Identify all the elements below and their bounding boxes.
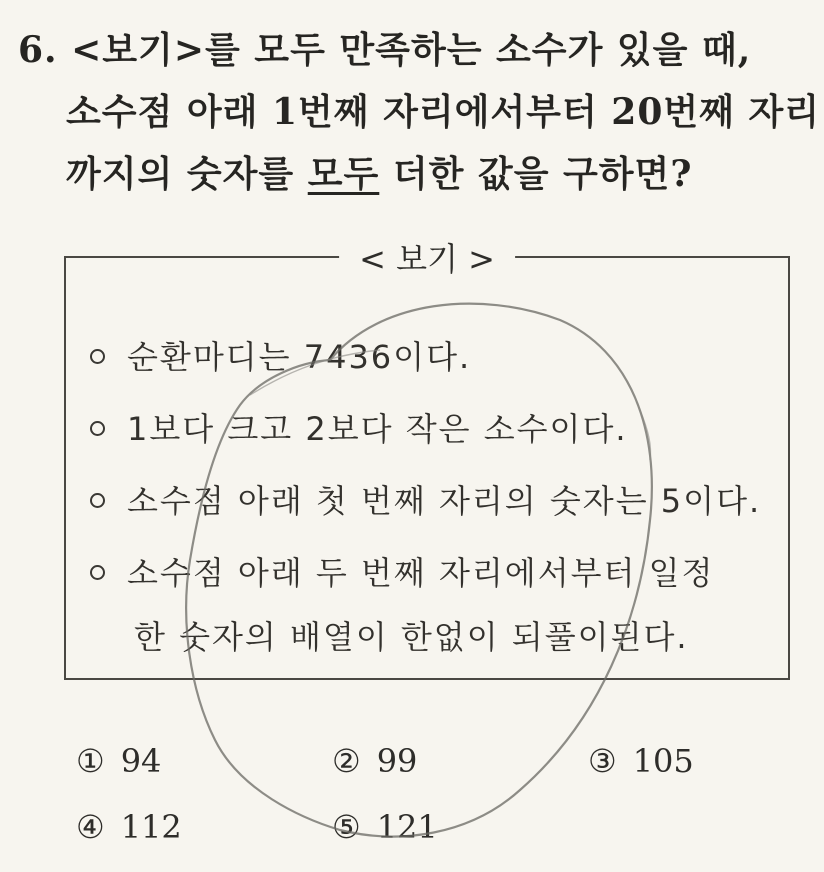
choice-2[interactable]	[332, 742, 417, 780]
question-line-3-pre: 까지의 숫자를	[66, 153, 308, 195]
question-line-3	[66, 146, 692, 197]
choice-4-value: 112	[120, 808, 182, 846]
question-line-1: 6. <보기>를 모두 만족하는 소수가 있을 때,	[18, 29, 752, 71]
bullet-circle-icon	[90, 421, 105, 436]
choice-2-number: ②	[332, 742, 361, 780]
choice-1[interactable]	[76, 742, 161, 780]
choice-4-number: ④	[76, 808, 105, 846]
box-title: < 보기 >	[339, 234, 515, 280]
condition-4-continued: 한 숫자의 배열이 한없이 되풀이된다.	[134, 618, 689, 656]
choice-5-value: 121	[376, 808, 438, 846]
choice-4[interactable]	[76, 808, 182, 846]
condition-4-text: 소수점 아래 두 번째 자리에서부터 일정	[127, 554, 715, 592]
choice-3-value: 105	[632, 742, 694, 780]
question-line-2: 소수점 아래 1번째 자리에서부터 20번째 자리	[66, 91, 821, 133]
conditions-box	[64, 240, 790, 680]
bullet-circle-icon	[90, 493, 105, 508]
condition-1-text: 순환마디는 7436이다.	[127, 338, 472, 376]
choice-3[interactable]	[588, 742, 694, 780]
condition-4	[90, 548, 714, 594]
choice-3-number: ③	[588, 742, 617, 780]
choice-1-value: 94	[120, 742, 162, 780]
choice-2-value: 99	[376, 742, 418, 780]
condition-1	[90, 332, 471, 378]
condition-3	[90, 476, 761, 522]
condition-3-text: 소수점 아래 첫 번째 자리의 숫자는 5이다.	[127, 482, 762, 520]
choice-1-number: ①	[76, 742, 105, 780]
condition-2-text: 1보다 크고 2보다 작은 소수이다.	[127, 410, 628, 448]
bullet-circle-icon	[90, 349, 105, 364]
question-line-3-post: 더한 값을 구하면?	[379, 153, 693, 195]
bullet-circle-icon	[90, 565, 105, 580]
choice-5-number: ⑤	[332, 808, 361, 846]
condition-2	[90, 404, 628, 450]
underlined-word: 모두	[307, 153, 380, 195]
choice-5[interactable]	[332, 808, 438, 846]
